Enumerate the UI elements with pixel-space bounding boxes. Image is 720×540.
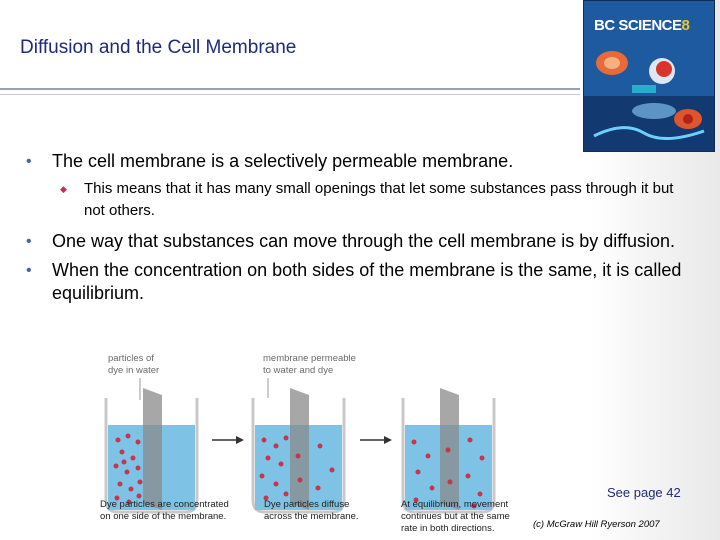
bullet-dot: • <box>26 153 32 170</box>
textbook-cover-image <box>583 0 715 152</box>
caption-2: Dye particles diffuse across the membrane. <box>264 499 359 522</box>
caption-1: Dye particles are concentrated on one side of the membrane. <box>100 499 229 522</box>
title-divider-thin <box>0 94 580 95</box>
cover-brand: BC SCIENCE8 <box>594 17 690 34</box>
label-particles: particles of dye in water <box>108 353 160 376</box>
slide-title: Diffusion and the Cell Membrane <box>20 37 297 58</box>
copyright-credit: (c) McGraw Hill Ryerson 2007 <box>533 519 660 530</box>
bullet-list <box>26 150 696 311</box>
bullet-item: • When the concentration on both sides of the membrane is the same, it is called equilibrium. <box>26 260 682 303</box>
bullet-dot: • <box>26 262 32 279</box>
label-membrane: membrane permeable to water and dye <box>263 353 356 376</box>
see-page-reference: See page 42 <box>607 485 681 500</box>
bullet-item: • One way that substances can move through the cell membrane is by diffusion. <box>26 231 676 251</box>
bullet-dot: • <box>26 233 32 250</box>
caption-3: At equilibrium, movement continues but at the same rate in both directions. <box>401 499 510 534</box>
title-divider <box>0 88 580 90</box>
beaker-1 <box>106 388 197 512</box>
beaker-3 <box>403 388 494 512</box>
sub-bullet-diamond: ◆ <box>60 184 67 194</box>
sub-bullet-item: ◆ This means that it has many small openings that let some substances pass through it but not others. <box>60 180 674 219</box>
bullet-item: • The cell membrane is a selectively permeable membrane. <box>26 151 514 171</box>
beaker-2 <box>253 388 344 512</box>
